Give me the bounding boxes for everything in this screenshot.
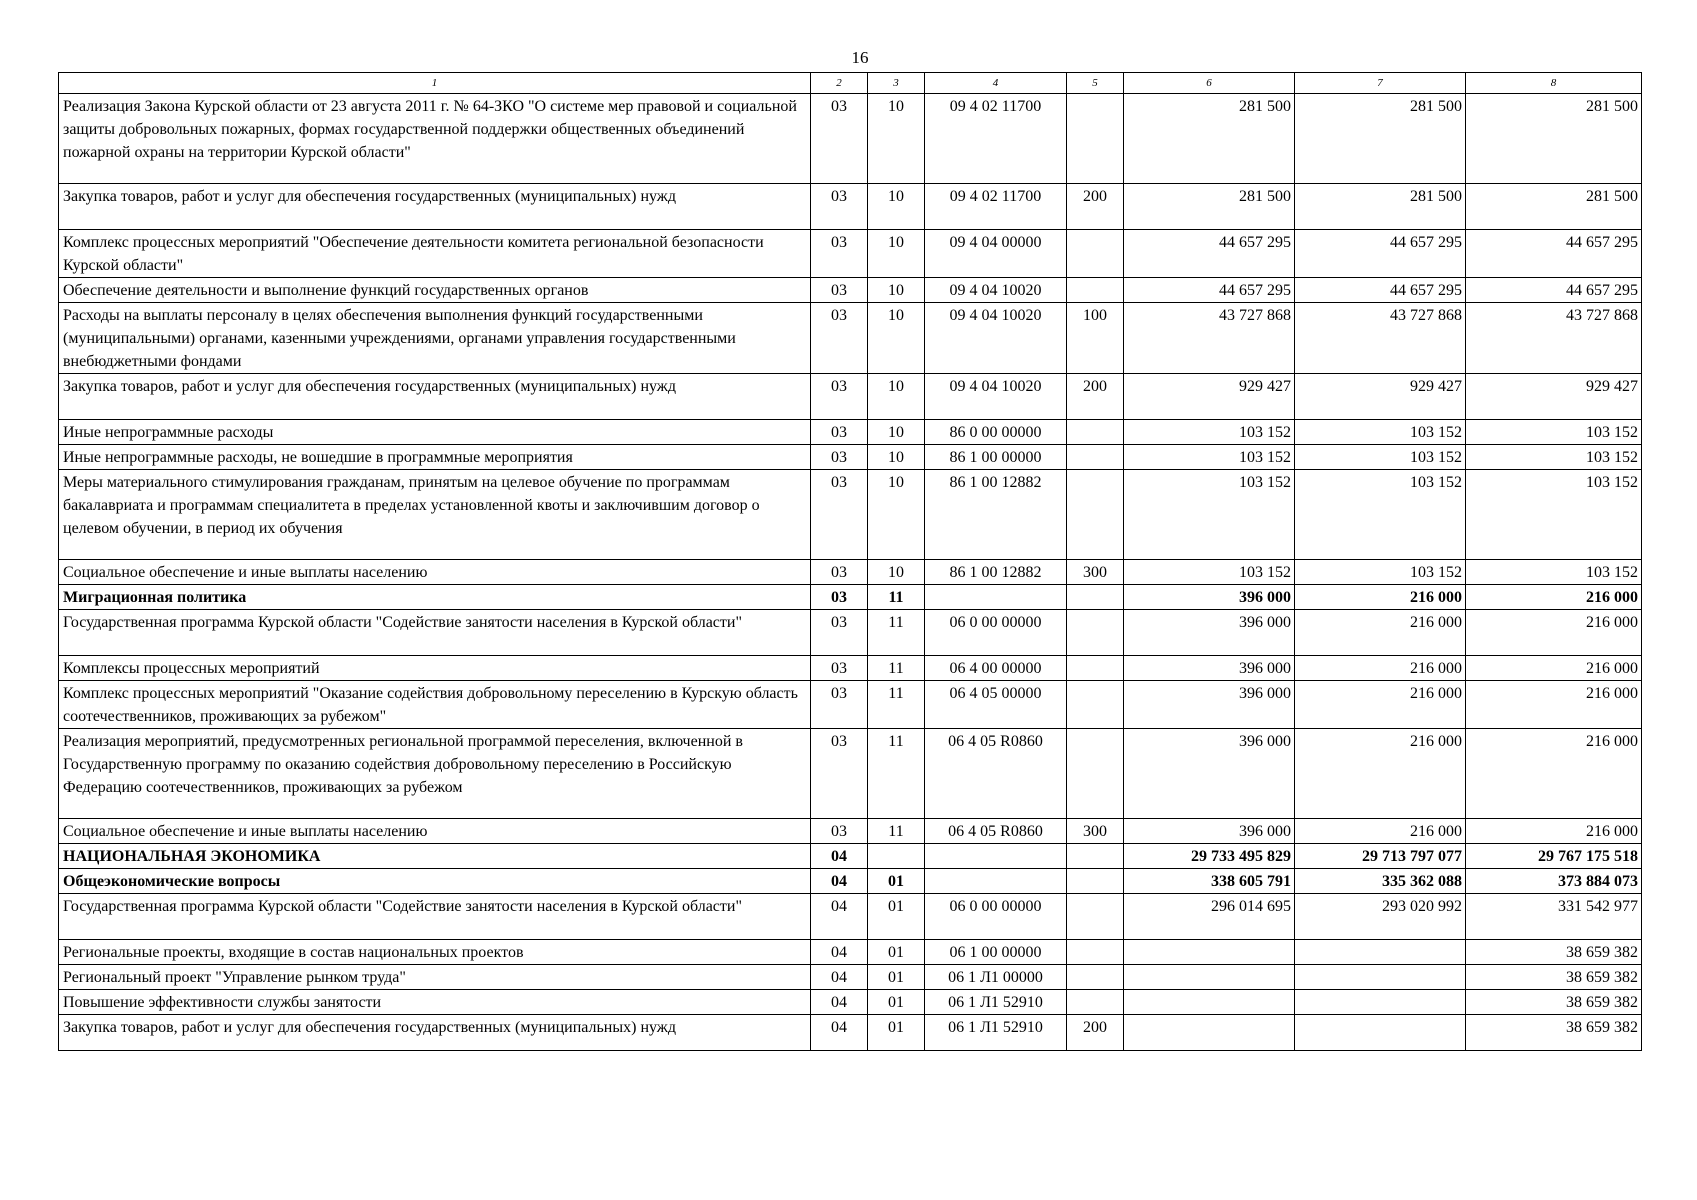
row-amount-2: 44 657 295 — [1295, 230, 1466, 278]
row-name: Закупка товаров, работ и услуг для обеспечения государственных (муниципальных) нужд — [59, 1015, 811, 1051]
row-rz: 03 — [811, 445, 868, 470]
row-vr: 100 — [1067, 303, 1124, 374]
row-amount-1: 281 500 — [1124, 94, 1295, 184]
row-amount-1: 396 000 — [1124, 585, 1295, 610]
row-amount-3: 38 659 382 — [1466, 1015, 1642, 1051]
table-row — [59, 819, 1642, 844]
row-amount-3: 373 884 073 — [1466, 869, 1642, 894]
row-csr: 06 1 Л1 52910 — [925, 1015, 1067, 1051]
table-row — [59, 445, 1642, 470]
row-rz: 04 — [811, 1015, 868, 1051]
table-row — [59, 1015, 1642, 1051]
row-pr: 11 — [868, 610, 925, 656]
row-name: Повышение эффективности службы занятости — [59, 990, 811, 1015]
row-rz: 03 — [811, 560, 868, 585]
table-row — [59, 869, 1642, 894]
row-csr: 06 1 00 00000 — [925, 940, 1067, 965]
row-amount-1: 103 152 — [1124, 470, 1295, 560]
row-csr: 09 4 04 10020 — [925, 278, 1067, 303]
row-name: Общеэкономические вопросы — [59, 869, 811, 894]
row-amount-3: 44 657 295 — [1466, 278, 1642, 303]
row-csr: 06 1 Л1 52910 — [925, 990, 1067, 1015]
row-csr: 06 4 05 00000 — [925, 681, 1067, 729]
row-pr: 01 — [868, 990, 925, 1015]
row-vr — [1067, 729, 1124, 819]
table-body — [59, 94, 1642, 1051]
table-row — [59, 374, 1642, 420]
table-row — [59, 470, 1642, 560]
row-csr: 86 1 00 12882 — [925, 560, 1067, 585]
row-pr: 10 — [868, 374, 925, 420]
row-rz: 04 — [811, 965, 868, 990]
row-amount-3: 103 152 — [1466, 560, 1642, 585]
row-csr: 09 4 04 00000 — [925, 230, 1067, 278]
row-amount-1: 29 733 495 829 — [1124, 844, 1295, 869]
row-rz: 04 — [811, 844, 868, 869]
row-amount-3: 216 000 — [1466, 729, 1642, 819]
row-rz: 03 — [811, 819, 868, 844]
row-vr — [1067, 94, 1124, 184]
row-amount-2: 29 713 797 077 — [1295, 844, 1466, 869]
row-amount-3: 103 152 — [1466, 445, 1642, 470]
table-row — [59, 681, 1642, 729]
row-amount-2: 103 152 — [1295, 470, 1466, 560]
col-header-4: 4 — [925, 73, 1067, 94]
row-amount-2: 216 000 — [1295, 681, 1466, 729]
header-row — [59, 73, 1642, 94]
row-vr — [1067, 230, 1124, 278]
row-csr: 06 1 Л1 00000 — [925, 965, 1067, 990]
row-pr: 10 — [868, 94, 925, 184]
row-name: Комплексы процессных мероприятий — [59, 656, 811, 681]
row-csr: 09 4 02 11700 — [925, 94, 1067, 184]
row-amount-3: 44 657 295 — [1466, 230, 1642, 278]
row-amount-2: 103 152 — [1295, 420, 1466, 445]
col-header-3: 3 — [868, 73, 925, 94]
table-row — [59, 656, 1642, 681]
table-row — [59, 844, 1642, 869]
row-amount-3: 38 659 382 — [1466, 965, 1642, 990]
row-rz: 03 — [811, 420, 868, 445]
row-amount-1 — [1124, 940, 1295, 965]
row-amount-2: 929 427 — [1295, 374, 1466, 420]
row-rz: 03 — [811, 278, 868, 303]
row-name: Комплекс процессных мероприятий "Оказание содействия добровольному переселению в Курскую область соотечественников, проживающих за рубежом" — [59, 681, 811, 729]
row-amount-1: 396 000 — [1124, 610, 1295, 656]
row-pr: 10 — [868, 560, 925, 585]
col-header-2: 2 — [811, 73, 868, 94]
row-amount-3: 216 000 — [1466, 585, 1642, 610]
row-amount-3: 38 659 382 — [1466, 940, 1642, 965]
table-row — [59, 184, 1642, 230]
row-amount-2: 281 500 — [1295, 184, 1466, 230]
table-row — [59, 965, 1642, 990]
row-rz: 04 — [811, 869, 868, 894]
row-amount-1: 103 152 — [1124, 420, 1295, 445]
row-csr: 06 0 00 00000 — [925, 894, 1067, 940]
row-vr — [1067, 585, 1124, 610]
row-amount-2: 293 020 992 — [1295, 894, 1466, 940]
row-csr — [925, 585, 1067, 610]
row-rz: 04 — [811, 990, 868, 1015]
row-name: Закупка товаров, работ и услуг для обеспечения государственных (муниципальных) нужд — [59, 374, 811, 420]
row-amount-1 — [1124, 1015, 1295, 1051]
col-header-8: 8 — [1466, 73, 1642, 94]
row-amount-2: 216 000 — [1295, 656, 1466, 681]
row-name: Реализация Закона Курской области от 23 августа 2011 г. № 64-ЗКО "О системе мер правовой и социальной защиты добровольных пожарных, формах государственной поддержки общественных объединений пожарной охраны на территории Курской области" — [59, 94, 811, 184]
row-csr — [925, 869, 1067, 894]
table-row — [59, 990, 1642, 1015]
row-csr: 06 0 00 00000 — [925, 610, 1067, 656]
row-pr: 10 — [868, 230, 925, 278]
row-csr: 86 0 00 00000 — [925, 420, 1067, 445]
row-rz: 03 — [811, 470, 868, 560]
row-pr: 11 — [868, 819, 925, 844]
row-name: Миграционная политика — [59, 585, 811, 610]
row-amount-2: 216 000 — [1295, 729, 1466, 819]
row-amount-1: 44 657 295 — [1124, 230, 1295, 278]
row-amount-3: 216 000 — [1466, 819, 1642, 844]
row-pr: 11 — [868, 729, 925, 819]
budget-table — [58, 72, 1642, 1051]
row-pr: 01 — [868, 894, 925, 940]
row-vr: 300 — [1067, 560, 1124, 585]
row-pr: 11 — [868, 656, 925, 681]
row-amount-1: 43 727 868 — [1124, 303, 1295, 374]
row-amount-1: 396 000 — [1124, 729, 1295, 819]
row-pr: 10 — [868, 303, 925, 374]
row-vr: 300 — [1067, 819, 1124, 844]
row-vr — [1067, 610, 1124, 656]
row-amount-3: 281 500 — [1466, 184, 1642, 230]
row-rz: 04 — [811, 894, 868, 940]
row-vr: 200 — [1067, 184, 1124, 230]
row-pr: 11 — [868, 681, 925, 729]
row-pr: 10 — [868, 420, 925, 445]
table-row — [59, 303, 1642, 374]
row-amount-3: 216 000 — [1466, 610, 1642, 656]
row-vr: 200 — [1067, 374, 1124, 420]
row-vr — [1067, 420, 1124, 445]
row-rz: 03 — [811, 230, 868, 278]
table-row — [59, 94, 1642, 184]
row-vr — [1067, 990, 1124, 1015]
row-pr: 10 — [868, 278, 925, 303]
row-csr: 86 1 00 00000 — [925, 445, 1067, 470]
row-csr: 09 4 04 10020 — [925, 374, 1067, 420]
row-amount-1: 396 000 — [1124, 656, 1295, 681]
row-vr — [1067, 844, 1124, 869]
row-pr: 01 — [868, 940, 925, 965]
row-name: Меры материального стимулирования гражданам, принятым на целевое обучение по программам бакалавриата и программам специалитета в пределах установленной квоты и заключившим договор о целевом обучении, в период их обучения — [59, 470, 811, 560]
row-name: Обеспечение деятельности и выполнение функций государственных органов — [59, 278, 811, 303]
row-name: Иные непрограммные расходы, не вошедшие в программные мероприятия — [59, 445, 811, 470]
row-amount-1: 338 605 791 — [1124, 869, 1295, 894]
table-row — [59, 585, 1642, 610]
row-amount-3: 331 542 977 — [1466, 894, 1642, 940]
row-rz: 03 — [811, 729, 868, 819]
row-rz: 04 — [811, 940, 868, 965]
row-rz: 03 — [811, 374, 868, 420]
row-pr: 10 — [868, 445, 925, 470]
row-amount-3: 103 152 — [1466, 470, 1642, 560]
row-amount-3: 281 500 — [1466, 94, 1642, 184]
row-pr: 10 — [868, 184, 925, 230]
row-amount-3: 29 767 175 518 — [1466, 844, 1642, 869]
table-row — [59, 560, 1642, 585]
row-amount-1: 396 000 — [1124, 819, 1295, 844]
page-number: 16 — [851, 48, 869, 67]
row-vr — [1067, 894, 1124, 940]
row-name: Региональные проекты, входящие в состав национальных проектов — [59, 940, 811, 965]
row-pr: 11 — [868, 585, 925, 610]
row-name: Комплекс процессных мероприятий "Обеспечение деятельности комитета региональной безопасности Курской области" — [59, 230, 811, 278]
row-amount-1: 929 427 — [1124, 374, 1295, 420]
table-row — [59, 420, 1642, 445]
row-name: Социальное обеспечение и иные выплаты населению — [59, 560, 811, 585]
row-amount-1: 103 152 — [1124, 560, 1295, 585]
row-rz: 03 — [811, 610, 868, 656]
row-vr — [1067, 278, 1124, 303]
row-amount-2: 281 500 — [1295, 94, 1466, 184]
col-header-7: 7 — [1295, 73, 1466, 94]
row-name: Региональный проект "Управление рынком труда" — [59, 965, 811, 990]
row-amount-2: 216 000 — [1295, 610, 1466, 656]
row-vr — [1067, 869, 1124, 894]
row-name: Иные непрограммные расходы — [59, 420, 811, 445]
row-pr: 10 — [868, 470, 925, 560]
row-amount-1 — [1124, 965, 1295, 990]
row-vr — [1067, 940, 1124, 965]
row-amount-3: 216 000 — [1466, 656, 1642, 681]
row-csr: 09 4 02 11700 — [925, 184, 1067, 230]
col-header-1: 1 — [59, 73, 811, 94]
row-amount-2 — [1295, 990, 1466, 1015]
row-pr: 01 — [868, 1015, 925, 1051]
col-header-6: 6 — [1124, 73, 1295, 94]
row-name: НАЦИОНАЛЬНАЯ ЭКОНОМИКА — [59, 844, 811, 869]
row-csr: 06 4 05 R0860 — [925, 819, 1067, 844]
row-name: Государственная программа Курской области "Содействие занятости населения в Курской области" — [59, 894, 811, 940]
row-amount-2: 44 657 295 — [1295, 278, 1466, 303]
table-row — [59, 940, 1642, 965]
col-header-5: 5 — [1067, 73, 1124, 94]
row-rz: 03 — [811, 94, 868, 184]
row-amount-3: 103 152 — [1466, 420, 1642, 445]
row-vr — [1067, 445, 1124, 470]
row-vr — [1067, 681, 1124, 729]
row-name: Реализация мероприятий, предусмотренных региональной программой переселения, включенной в Государственную программу по оказанию содействия добровольному переселению в Российскую Федерацию соотечественников, проживающих за рубежом — [59, 729, 811, 819]
table-row — [59, 894, 1642, 940]
row-amount-2 — [1295, 1015, 1466, 1051]
row-name: Социальное обеспечение и иные выплаты населению — [59, 819, 811, 844]
table-row — [59, 230, 1642, 278]
row-amount-2: 216 000 — [1295, 819, 1466, 844]
row-amount-2: 103 152 — [1295, 560, 1466, 585]
row-amount-2: 216 000 — [1295, 585, 1466, 610]
row-pr: 01 — [868, 869, 925, 894]
row-amount-2: 43 727 868 — [1295, 303, 1466, 374]
row-csr: 06 4 00 00000 — [925, 656, 1067, 681]
row-rz: 03 — [811, 184, 868, 230]
row-rz: 03 — [811, 585, 868, 610]
row-vr — [1067, 470, 1124, 560]
row-amount-1 — [1124, 990, 1295, 1015]
row-pr: 01 — [868, 965, 925, 990]
row-vr — [1067, 656, 1124, 681]
row-amount-1: 281 500 — [1124, 184, 1295, 230]
row-amount-2: 335 362 088 — [1295, 869, 1466, 894]
row-pr — [868, 844, 925, 869]
row-amount-2: 103 152 — [1295, 445, 1466, 470]
table-row — [59, 610, 1642, 656]
row-name: Расходы на выплаты персоналу в целях обеспечения выполнения функций государственными (муниципальными) органами, казенными учреждениями, органами управления государственными внебюджетными фондами — [59, 303, 811, 374]
table-row — [59, 278, 1642, 303]
row-amount-2 — [1295, 940, 1466, 965]
row-rz: 03 — [811, 681, 868, 729]
row-vr: 200 — [1067, 1015, 1124, 1051]
row-csr — [925, 844, 1067, 869]
row-amount-3: 216 000 — [1466, 681, 1642, 729]
row-name: Государственная программа Курской области "Содействие занятости населения в Курской области" — [59, 610, 811, 656]
row-amount-3: 43 727 868 — [1466, 303, 1642, 374]
row-amount-1: 396 000 — [1124, 681, 1295, 729]
row-vr — [1067, 965, 1124, 990]
row-amount-1: 44 657 295 — [1124, 278, 1295, 303]
row-amount-2 — [1295, 965, 1466, 990]
row-name: Закупка товаров, работ и услуг для обеспечения государственных (муниципальных) нужд — [59, 184, 811, 230]
row-csr: 09 4 04 10020 — [925, 303, 1067, 374]
row-amount-3: 38 659 382 — [1466, 990, 1642, 1015]
row-rz: 03 — [811, 656, 868, 681]
row-csr: 06 4 05 R0860 — [925, 729, 1067, 819]
row-amount-3: 929 427 — [1466, 374, 1642, 420]
row-amount-1: 103 152 — [1124, 445, 1295, 470]
row-amount-1: 296 014 695 — [1124, 894, 1295, 940]
row-csr: 86 1 00 12882 — [925, 470, 1067, 560]
table-row — [59, 729, 1642, 819]
row-rz: 03 — [811, 303, 868, 374]
